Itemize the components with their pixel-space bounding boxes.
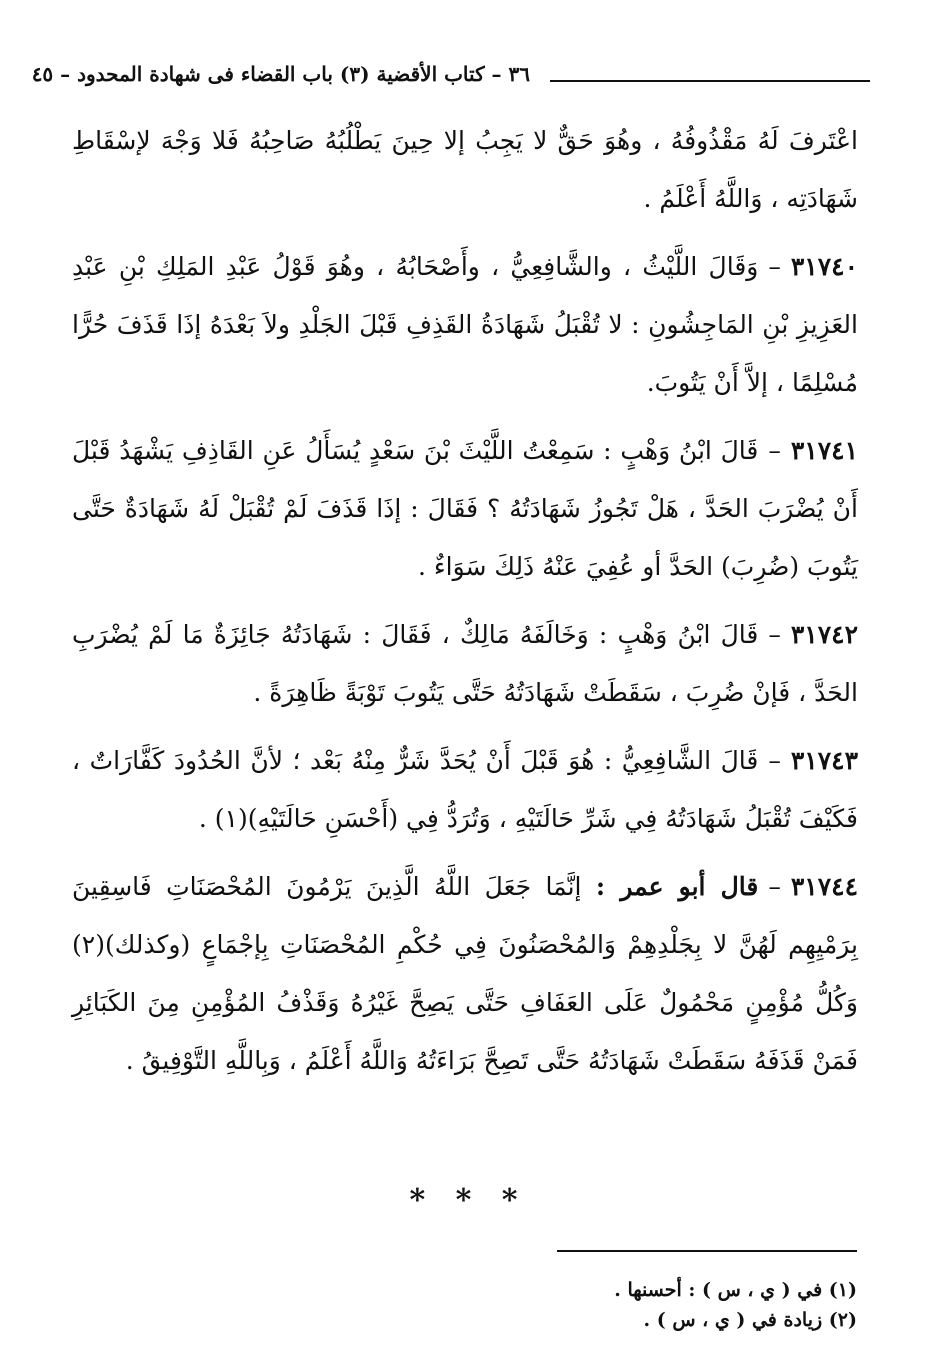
number-separator: – xyxy=(768,252,781,281)
running-head-text: ٣٦ – كتاب الأقضية (٣) باب القضاء فى شهادة المحدود – ٤٥ xyxy=(31,62,530,86)
footnote-rule xyxy=(557,1250,857,1252)
paragraph-text: اعْتَرفَ لَهُ مَقْذُوفُهُ ، وهُوَ حَقٌّ لا يَجِبُ إلا حِينَ يَطْلُبُهُ صَاحِبُهُ فَلا وَجْهَ لإسْقَاطِ شَهَادَتِه ، وَاللَّهُ أَعْلَمُ . xyxy=(72,126,858,213)
running-head xyxy=(31,62,870,92)
footnotes xyxy=(77,1275,857,1335)
speaker-label: قال أبو عمر : xyxy=(595,872,759,901)
footnote-1: (١) في ( ي ، س ) : أحسنها . xyxy=(614,1279,857,1301)
paragraph-text: قَالَ ابْنُ وَهْبٍ : وَخَالَفَهُ مَالِكٌ ، فَقَالَ : شَهَادَتُهُ جَائِزَةٌ مَا لَمْ يُضْرَبِ الحَدَّ ، فَإنْ ضُرِبَ ، سَقَطَتْ شَهَادَتُهُ حَتَّى يَتُوبَ تَوْبَةً ظَاهِرَةً . xyxy=(72,620,858,707)
paragraph-text: إنَّمَا جَعَلَ اللَّهُ الَّذِينَ يَرْمُونَ المُحْصَنَاتِ فَاسِقِينَ بِرَمْيِهِم لَهُنَّ لا بِجَلْدِهِمْ وَالمُحْصَنُونَ فِي حُكْمِ المُحْصَنَاتِ بِإجْمَاعٍ (وكذلك)(٢) وَكُلُّ مُؤْمِنٍ مَحْمُولٌ عَلَى العَفَافِ حَتَّى يَصِحَّ غَيْرُهُ وَقَذْفُ المُؤْمِنِ مِنَ الكَبَائِرِ فَمَنْ قَذَفَهُ سَقَطَتْ شَهَادَتُهُ حَتَّى تَصِحَّ بَرَاءَتُهُ وَاللَّهُ أَعْلَمُ ، وَبِاللَّهِ التَّوْفِيقُ . xyxy=(72,872,858,1075)
paragraph-31742 xyxy=(72,606,858,722)
number-separator: – xyxy=(768,436,781,465)
paragraph-number: ٣١٧٤٣ xyxy=(790,746,858,775)
paragraph-number: ٣١٧٤٠ xyxy=(790,252,858,281)
paragraph-31743 xyxy=(72,732,858,848)
paragraph-31741 xyxy=(72,422,858,596)
header-rule xyxy=(550,80,870,82)
footnote-2: (٢) زيادة في ( ي ، س ) . xyxy=(643,1309,857,1331)
main-text xyxy=(72,112,858,1090)
paragraph-number: ٣١٧٤١ xyxy=(790,436,858,465)
paragraph-31744 xyxy=(72,858,858,1090)
number-separator: – xyxy=(768,746,781,775)
paragraph-continuation xyxy=(72,112,858,228)
paragraph-number: ٣١٧٤٢ xyxy=(790,620,858,649)
section-separator: * * * xyxy=(409,1183,528,1218)
number-separator: – xyxy=(768,620,781,649)
paragraph-text: قَالَ ابْنُ وَهْبٍ : سَمِعْتُ اللَّيْثَ بْنَ سَعْدٍ يُسَأَلُ عَنِ القَاذِفِ يَشْهَدُ قَبْلَ أَنْ يُضْرَبَ الحَدَّ ، هَلْ تَجُوزُ شَهَادَتُهُ ؟ فَقَالَ : إذَا قَذَفَ لَمْ تُقْبَلْ لَهُ شَهَادَةٌ حَتَّى يَتُوبَ (ضُرِبَ) الحَدَّ أو عُفِيَ عَنْهُ ذَلِكَ سَوَاءٌ . xyxy=(72,436,858,581)
number-separator: – xyxy=(768,872,781,901)
paragraph-text: وَقَالَ اللَّيْثُ ، والشَّافِعِيُّ ، وأَصْحَابُهُ ، وهُوَ قَوْلُ عَبْدِ المَلِكِ بْنِ عَبْدِ العَزِيزِ بْنِ المَاجِشُونِ : لا تُقْبَلُ شَهَادَةُ القَذِفِ قَبْلَ الجَلْدِ ولاَ بَعْدَهُ إذَا قَذَفَ حُرًّا مُسْلِمًا ، إلاَّ أَنْ يَتُوبَ. xyxy=(72,252,858,397)
paragraph-text: قَالَ الشَّافِعِيُّ : هُوَ قَبْلَ أَنْ يُحَدَّ شَرٌّ مِنْهُ بَعْد ؛ لأنَّ الحُدُودَ كَفَّارَاتٌ ، فَكَيْفَ تُقْبَلُ شَهَادَتُهُ فِي شَرِّ حَالَتَيْهِ ، وَتُرَدُّ فِي (أَحْسَنِ حَالَتَيْهِ)(١) . xyxy=(72,746,858,833)
paragraph-31740 xyxy=(72,238,858,412)
paragraph-number: ٣١٧٤٤ xyxy=(790,872,859,901)
